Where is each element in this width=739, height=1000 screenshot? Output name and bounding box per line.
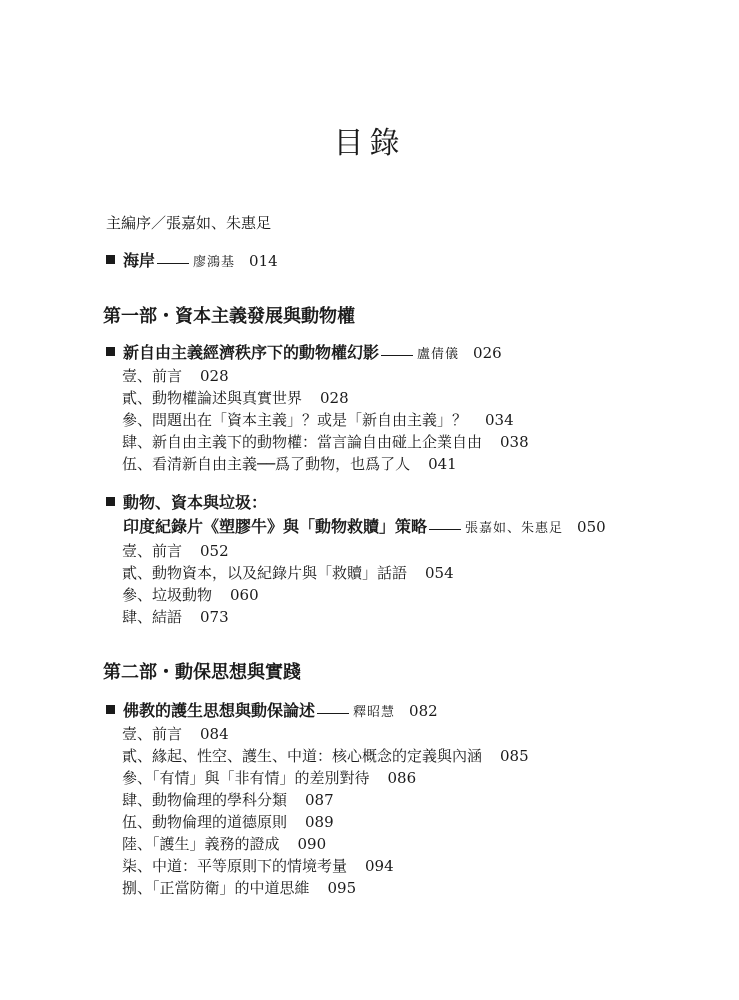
section-title: 參、問題出在「資本主義」？或是「新自由主義」？ bbox=[122, 411, 468, 429]
chapter-entry-cont bbox=[123, 514, 606, 537]
section-title: 壹、前言 bbox=[122, 542, 183, 560]
section-page: 073 bbox=[200, 608, 229, 626]
entry-haian bbox=[106, 248, 278, 271]
section-title: 肆、新自由主義下的動物權：當言論自由碰上企業自由 bbox=[122, 433, 483, 451]
leader-line bbox=[381, 355, 413, 356]
entry-title: 海岸 bbox=[123, 251, 156, 270]
section-entry bbox=[122, 387, 349, 408]
leader-line bbox=[429, 529, 461, 530]
chapter-entry bbox=[106, 490, 267, 513]
section-page: 086 bbox=[387, 769, 417, 787]
section-entry bbox=[122, 562, 454, 583]
part1-heading: 第一部・資本主義發展與動物權 bbox=[103, 306, 355, 327]
bullet-square-icon bbox=[106, 705, 115, 714]
section-title: 貳、動物資本，以及紀錄片與「救贖」話語 bbox=[122, 564, 408, 582]
section-title: 伍、動物倫理的道德原則 bbox=[122, 813, 288, 831]
section-entry bbox=[122, 540, 229, 561]
preface-entry: 主編序／張嘉如、朱惠足 bbox=[106, 214, 272, 232]
section-title: 壹、前言 bbox=[122, 367, 183, 385]
section-entry bbox=[122, 745, 529, 766]
section-entry bbox=[122, 877, 356, 898]
chapter-title-line1: 動物、資本與垃圾： bbox=[123, 493, 268, 512]
leader-line bbox=[157, 263, 189, 264]
section-entry bbox=[122, 409, 514, 430]
bullet-square-icon bbox=[106, 497, 115, 506]
chapter-title: 佛教的護生思想與動保論述 bbox=[123, 701, 316, 720]
section-page: 054 bbox=[425, 564, 454, 582]
section-page: 060 bbox=[230, 586, 259, 604]
section-page: 028 bbox=[200, 367, 229, 385]
section-page: 087 bbox=[305, 791, 334, 809]
chapter-page: 082 bbox=[409, 702, 438, 720]
section-page: 084 bbox=[200, 725, 229, 743]
section-page: 085 bbox=[500, 747, 529, 765]
section-entry bbox=[122, 431, 529, 452]
chapter-author: 張嘉如、朱惠足 bbox=[465, 521, 564, 536]
chapter-title-line2: 印度紀錄片《塑膠牛》與「動物救贖」策略 bbox=[123, 517, 428, 536]
chapter-author: 盧倩儀 bbox=[417, 347, 460, 362]
section-page: 038 bbox=[500, 433, 529, 451]
chapter-entry bbox=[106, 698, 438, 721]
section-title: 參、「有情」與「非有情」的差別對待 bbox=[122, 769, 370, 787]
section-title: 柒、中道：平等原則下的情境考量 bbox=[122, 857, 348, 875]
entry-page: 014 bbox=[249, 252, 278, 270]
section-entry bbox=[122, 767, 416, 788]
section-entry bbox=[122, 584, 259, 605]
section-title: 貳、緣起、性空、護生、中道：核心概念的定義與內涵 bbox=[122, 747, 483, 765]
chapter-page: 050 bbox=[577, 518, 606, 536]
chapter-author: 釋昭慧 bbox=[353, 705, 396, 720]
section-page: 028 bbox=[320, 389, 349, 407]
section-entry bbox=[122, 453, 457, 474]
section-entry bbox=[122, 811, 334, 832]
section-title: 陸、「護生」義務的證成 bbox=[122, 835, 280, 853]
section-page: 041 bbox=[428, 455, 457, 473]
section-entry bbox=[122, 789, 334, 810]
chapter-title: 新自由主義經濟秩序下的動物權幻影 bbox=[123, 343, 380, 362]
section-title: 肆、結語 bbox=[122, 608, 183, 626]
section-title: 捌、「正當防衛」的中道思維 bbox=[122, 879, 310, 897]
leader-line bbox=[317, 713, 349, 714]
section-entry bbox=[122, 365, 229, 386]
section-page: 034 bbox=[485, 411, 514, 429]
chapter-entry bbox=[106, 340, 502, 363]
bullet-square-icon bbox=[106, 347, 115, 356]
bullet-square-icon bbox=[106, 255, 115, 264]
section-title: 肆、動物倫理的學科分類 bbox=[122, 791, 288, 809]
section-page: 094 bbox=[365, 857, 394, 875]
page-title: 目錄 bbox=[333, 126, 406, 161]
section-title: 伍、看清新自由主義──爲了動物，也爲了人 bbox=[122, 455, 411, 473]
part2-heading: 第二部・動保思想與實踐 bbox=[103, 662, 301, 683]
section-entry bbox=[122, 723, 229, 744]
section-title: 壹、前言 bbox=[122, 725, 183, 743]
section-title: 參、垃圾動物 bbox=[122, 586, 213, 604]
section-entry bbox=[122, 833, 326, 854]
section-entry bbox=[122, 855, 394, 876]
section-entry bbox=[122, 606, 229, 627]
entry-author: 廖鴻基 bbox=[193, 255, 236, 270]
section-page: 090 bbox=[297, 835, 327, 853]
section-title: 貳、動物權論述與真實世界 bbox=[122, 389, 303, 407]
section-page: 095 bbox=[327, 879, 357, 897]
section-page: 089 bbox=[305, 813, 334, 831]
chapter-page: 026 bbox=[473, 344, 502, 362]
section-page: 052 bbox=[200, 542, 229, 560]
